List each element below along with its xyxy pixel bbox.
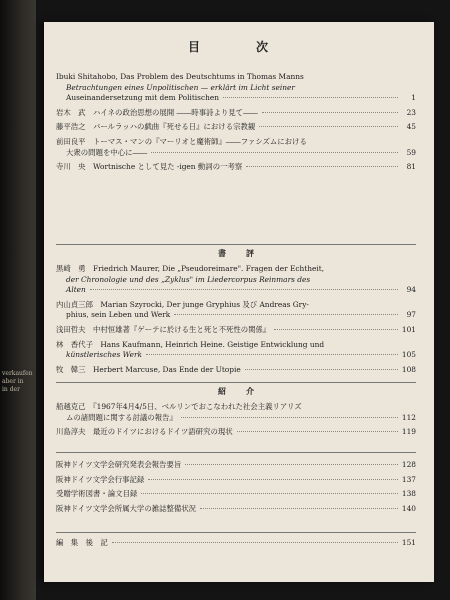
toc-entry-text: 岩木 武 ハイネの政治思想の展開 ――時事詩より見て―― [56,107,258,117]
toc-entry-text: künstlerisches Werk [66,350,142,360]
page-number: 23 [406,107,416,117]
toc-entry-text: 船越克己 『1967年4月4/5日、ベルリンでおこなわれた社会主義リアリズ [56,402,302,411]
toc-entry-text: 阪神ドイツ文学会所属大学の雑誌整備状況 [56,503,197,513]
toc-entry [56,460,416,471]
dot-leader [90,289,398,290]
page-number: 151 [401,538,416,547]
toc-entry [56,365,416,376]
toc-entry-text: Auseinandersetzung mit dem Politischen [66,93,219,103]
dot-leader [262,112,398,113]
dot-leader [141,493,398,494]
toc-entry-text: 川島淳夫 最近のドイツにおけるドイツ語研究の現状 [56,427,233,437]
dot-leader [181,417,398,418]
dot-leader [237,431,398,432]
divider [56,452,416,453]
toc-entry-text: phius, sein Leben und Werk [66,310,171,320]
toc-entry-text: 前田良平 トーマス・マンの『マーリオと魔術師』――ファシズムにおける [56,137,307,146]
toc-entry-text: 藤平浩之 バールラッハの戯曲『死せる日』における宗教観 [56,122,256,132]
toc-entry-text: Alten [66,285,86,295]
page-title: 目 次 [187,40,290,54]
book-spine-shadow [0,0,36,600]
toc-entry-text: 林 香代子 Hans Kaufmann, Heinrich Heine. Geistige Entwicklung und [56,339,325,349]
page-number: 59 [406,147,416,157]
toc-entry [56,162,416,173]
toc-entry [56,340,416,361]
toc-entry-text: 牧 韓三 Herbert Marcuse, Das Ende der Utopie [56,364,241,374]
toc-entry-text: Ibuki Shitahobo, Das Problem des Deutschtums in Thomas Manns [56,72,304,81]
page-number: 101 [401,325,416,334]
page-number: 128 [401,460,416,469]
divider [56,532,416,533]
dot-leader [185,464,398,465]
page-number: 105 [401,350,416,360]
toc-entry [56,300,416,321]
toc-entry [56,504,416,515]
dot-leader [148,479,398,480]
toc-entry-text: 大衆の問題を中心に―― [66,147,148,157]
toc-entry [56,72,416,104]
page-number: 140 [401,503,416,513]
page-number: 45 [406,122,416,132]
divider [56,244,416,245]
toc-entry-text: 浅田哲夫 中村恒雄著『ゲーテに於ける生と死と不死性の関係』 [56,325,271,334]
page-number: 138 [401,489,416,499]
book-page [44,22,434,582]
page-number: 81 [406,162,416,172]
dot-leader [112,542,398,543]
dot-leader [246,166,398,167]
toc-entry-text: 編 集 後 記 [56,538,108,547]
toc-entry-text: 黒崎 勇 Friedrich Maurer, Die „Pseudoreimare". Fragen der Echtheit, [56,264,325,273]
page-number: 119 [401,427,416,437]
page-number: 137 [401,474,416,484]
toc-entry [56,325,416,336]
toc-entry-text: 阪神ドイツ文学会研究発表会報告要旨 [56,460,182,469]
toc-entry [56,489,416,500]
dot-leader [274,329,398,330]
toc-entry-text: 受贈学術図書・論文目録 [56,489,138,499]
page-number: 97 [406,310,416,320]
section-title-reviews: 書 評 [218,248,260,258]
toc-entry [56,475,416,486]
toc-entry [56,264,416,296]
page-number: 112 [401,412,416,422]
toc-entry [56,427,416,438]
toc-entry [56,402,416,423]
ghost-text: verkaufen aber in in der [2,370,33,393]
dot-leader [259,126,398,127]
toc-entry [56,108,416,119]
toc-entry-text: 阪神ドイツ文学会行事記録 [56,474,145,484]
section-title-introductions: 紹 介 [218,386,260,396]
page-number: 1 [411,93,416,103]
toc-entry-text: ムの諸問題に関する討議の報告』 [66,412,177,422]
dot-leader [200,508,398,509]
toc-entry [56,137,416,158]
dot-leader [146,354,398,355]
page-number: 108 [401,364,416,374]
page-number: 94 [406,285,416,295]
dot-leader [151,152,398,153]
toc-entry [56,122,416,133]
dot-leader [174,314,398,315]
toc-entry-text: Betrachtungen eines Unpolitischen — erklärt im Licht seiner [66,82,295,92]
dot-leader [223,97,398,98]
toc-entry-text: 内山貞三郎 Marian Szyrocki, Der junge Gryphius 及び Andreas Gry- [56,299,309,309]
toc-entry-text: der Chronologie und des „Zyklus" im Liedercorpus Reinmars des [66,274,311,284]
toc-entry-text: 寺川 央 Wortnische として見た -igen 動詞の一考察 [56,162,243,172]
toc-entry [56,538,416,549]
dot-leader [245,369,398,370]
divider [56,382,416,383]
